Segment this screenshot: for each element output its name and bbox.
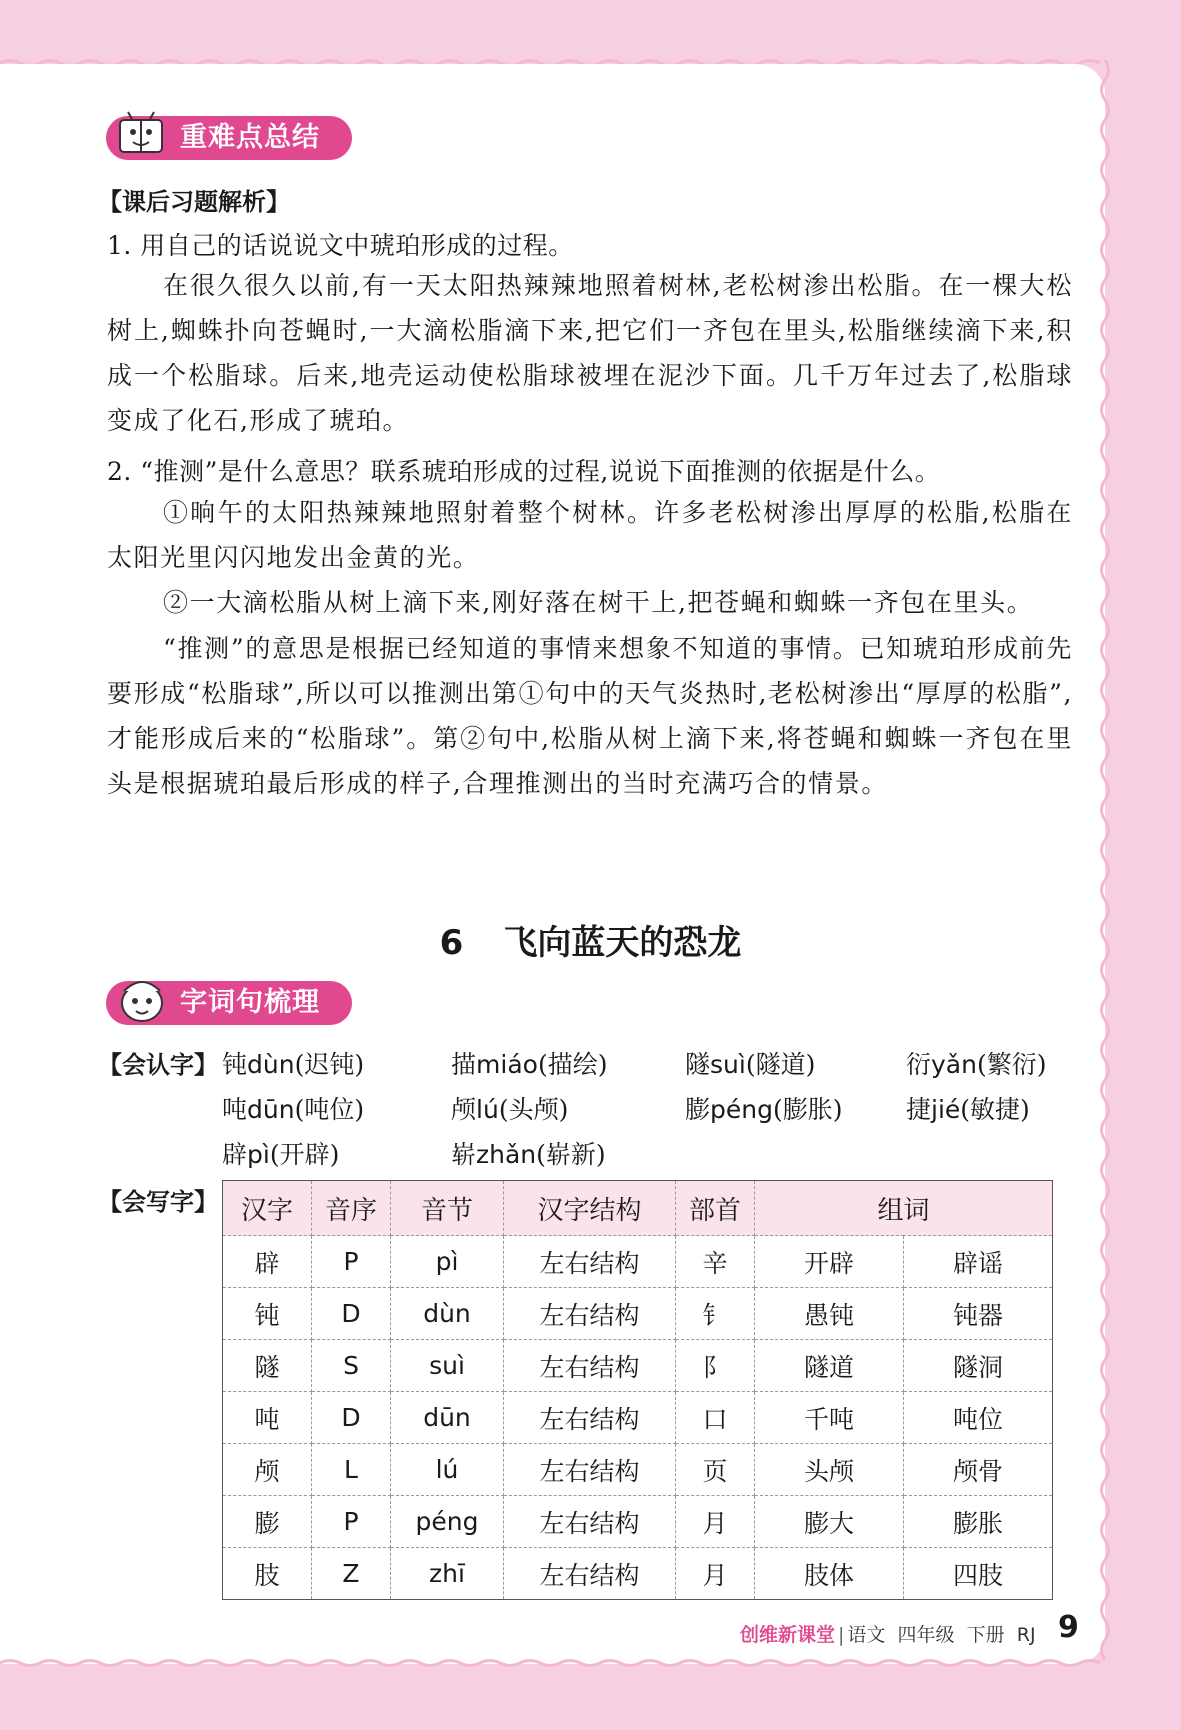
table-cell: dùn xyxy=(391,1288,504,1340)
table-header-row xyxy=(223,1181,1053,1236)
col-header: 汉字 xyxy=(223,1181,312,1236)
badge-label: 重难点总结 xyxy=(180,122,320,153)
table-cell: zhī xyxy=(391,1548,504,1600)
page-number: 9 xyxy=(1058,1610,1079,1645)
table-cell: péng xyxy=(391,1496,504,1548)
read-char-item: 钝dùn(迟钝) xyxy=(222,1050,365,1079)
col-header: 音节 xyxy=(391,1181,504,1236)
table-cell: 千吨 xyxy=(755,1392,904,1444)
table-cell: 愚钝 xyxy=(755,1288,904,1340)
exercise-header: 【课后习题解析】 xyxy=(98,188,290,216)
table-cell: P xyxy=(312,1236,391,1288)
table-cell: 头颅 xyxy=(755,1444,904,1496)
table-cell: 左右结构 xyxy=(504,1496,676,1548)
question-2: 2. “推测”是什么意思？联系琥珀形成的过程,说说下面推测的依据是什么。 xyxy=(107,457,941,486)
table-row xyxy=(223,1496,1053,1548)
table-cell: 月 xyxy=(676,1496,755,1548)
table-cell: 钅 xyxy=(676,1288,755,1340)
table-row xyxy=(223,1392,1053,1444)
table-cell: dūn xyxy=(391,1392,504,1444)
col-header: 部首 xyxy=(676,1181,755,1236)
write-chars-table xyxy=(222,1180,1053,1600)
table-cell: suì xyxy=(391,1340,504,1392)
table-cell: 开辟 xyxy=(755,1236,904,1288)
table-cell: 月 xyxy=(676,1548,755,1600)
footer-volume: 下册 xyxy=(966,1624,1005,1646)
table-cell: 膨胀 xyxy=(904,1496,1053,1548)
table-cell: 辛 xyxy=(676,1236,755,1288)
table-cell: 吨 xyxy=(223,1392,312,1444)
table-row xyxy=(223,1236,1053,1288)
read-char-item: 崭zhǎn(崭新) xyxy=(451,1140,606,1169)
read-chars-label: 【会认字】 xyxy=(98,1051,218,1079)
lesson-number: 6 xyxy=(439,923,464,963)
table-cell: 颅骨 xyxy=(904,1444,1053,1496)
table-cell: 肢 xyxy=(223,1548,312,1600)
table-cell: 肢体 xyxy=(755,1548,904,1600)
wavy-border-bottom xyxy=(0,1658,1181,1668)
badge-label: 字词句梳理 xyxy=(180,987,320,1018)
book-mascot-icon xyxy=(114,106,170,162)
table-row xyxy=(223,1340,1053,1392)
lesson-title xyxy=(0,915,1181,964)
table-cell: S xyxy=(312,1340,391,1392)
footer-separator: | xyxy=(838,1624,845,1646)
table-cell: 隧洞 xyxy=(904,1340,1053,1392)
read-char-item: 吨dūn(吨位) xyxy=(222,1095,365,1124)
brand-name: 创维新课堂 xyxy=(740,1624,836,1646)
table-cell: 四肢 xyxy=(904,1548,1053,1600)
col-header: 组词 xyxy=(755,1181,1053,1236)
sentence-1: ①晌午的太阳热辣辣地照射着整个树林。许多老松树渗出厚厚的松脂,松脂在太阳光里闪闪地发出金黄的光。 xyxy=(107,498,1073,572)
table-cell: 左右结构 xyxy=(504,1340,676,1392)
table-cell: 钝 xyxy=(223,1288,312,1340)
write-chars-label: 【会写字】 xyxy=(98,1188,218,1216)
question-1: 1. 用自己的话说说文中琥珀形成的过程。 xyxy=(107,231,574,260)
table-cell: D xyxy=(312,1288,391,1340)
read-char-item: 隧suì(隧道) xyxy=(685,1050,816,1079)
footer xyxy=(740,1620,1036,1647)
read-char-item: 辟pì(开辟) xyxy=(222,1140,340,1169)
mascot-icon xyxy=(114,971,170,1027)
table-cell: 口 xyxy=(676,1392,755,1444)
table-cell: 左右结构 xyxy=(504,1288,676,1340)
table-row xyxy=(223,1288,1053,1340)
table-cell: 左右结构 xyxy=(504,1392,676,1444)
section-badge-vocabulary xyxy=(106,981,352,1025)
footer-edition: RJ xyxy=(1016,1624,1036,1646)
table-cell: 吨位 xyxy=(904,1392,1053,1444)
footer-subject: 语文 xyxy=(847,1624,886,1646)
table-cell: Z xyxy=(312,1548,391,1600)
read-char-item: 捷jié(敏捷) xyxy=(906,1095,1030,1124)
table-cell: 隧 xyxy=(223,1340,312,1392)
table-cell: 左右结构 xyxy=(504,1444,676,1496)
read-char-item: 描miáo(描绘) xyxy=(451,1050,608,1079)
table-cell: D xyxy=(312,1392,391,1444)
table-cell: 阝 xyxy=(676,1340,755,1392)
table-cell: lú xyxy=(391,1444,504,1496)
sentence-2: ②一大滴松脂从树上滴下来,刚好落在树干上,把苍蝇和蜘蛛一齐包在里头。 xyxy=(163,588,1034,617)
table-cell: 膨 xyxy=(223,1496,312,1548)
footer-grade: 四年级 xyxy=(897,1624,955,1646)
table-row xyxy=(223,1444,1053,1496)
col-header: 汉字结构 xyxy=(504,1181,676,1236)
table-cell: 膨大 xyxy=(755,1496,904,1548)
answer-2: “推测”的意思是根据已经知道的事情来想象不知道的事情。已知琥珀形成前先要形成“松脂球”,所以可以推测出第①句中的天气炎热时,老松树渗出“厚厚的松脂”,才能形成后来的“松脂球”。第②句中,松脂从树上滴下来,将苍蝇和蜘蛛一齐包在里头是根据琥珀最后形成的样子,合理推测出的当时充满巧合的情景。 xyxy=(107,634,1073,798)
section-badge-key-points xyxy=(106,116,352,160)
read-char-item: 颅lú(头颅) xyxy=(451,1095,569,1124)
col-header: 音序 xyxy=(312,1181,391,1236)
table-cell: 隧道 xyxy=(755,1340,904,1392)
table-row xyxy=(223,1548,1053,1600)
read-char-item: 衍yǎn(繁衍) xyxy=(906,1050,1047,1079)
table-cell: 左右结构 xyxy=(504,1548,676,1600)
table-cell: 左右结构 xyxy=(504,1236,676,1288)
table-cell: P xyxy=(312,1496,391,1548)
table-cell: 辟 xyxy=(223,1236,312,1288)
read-char-item: 膨péng(膨胀) xyxy=(685,1095,843,1124)
table-cell: 颅 xyxy=(223,1444,312,1496)
table-cell: 辟谣 xyxy=(904,1236,1053,1288)
answer-1: 在很久很久以前,有一天太阳热辣辣地照着树林,老松树渗出松脂。在一棵大松树上,蜘蛛扑向苍蝇时,一大滴松脂滴下来,把它们一齐包在里头,松脂继续滴下来,积成一个松脂球。后来,地壳运动使松脂球被埋在泥沙下面。几千万年过去了,松脂球变成了化石,形成了琥珀。 xyxy=(107,271,1073,435)
table-cell: pì xyxy=(391,1236,504,1288)
table-cell: 钝器 xyxy=(904,1288,1053,1340)
table-cell: L xyxy=(312,1444,391,1496)
table-cell: 页 xyxy=(676,1444,755,1496)
lesson-name: 飞向蓝天的恐龙 xyxy=(503,923,742,963)
wavy-border-right xyxy=(1098,60,1112,1664)
